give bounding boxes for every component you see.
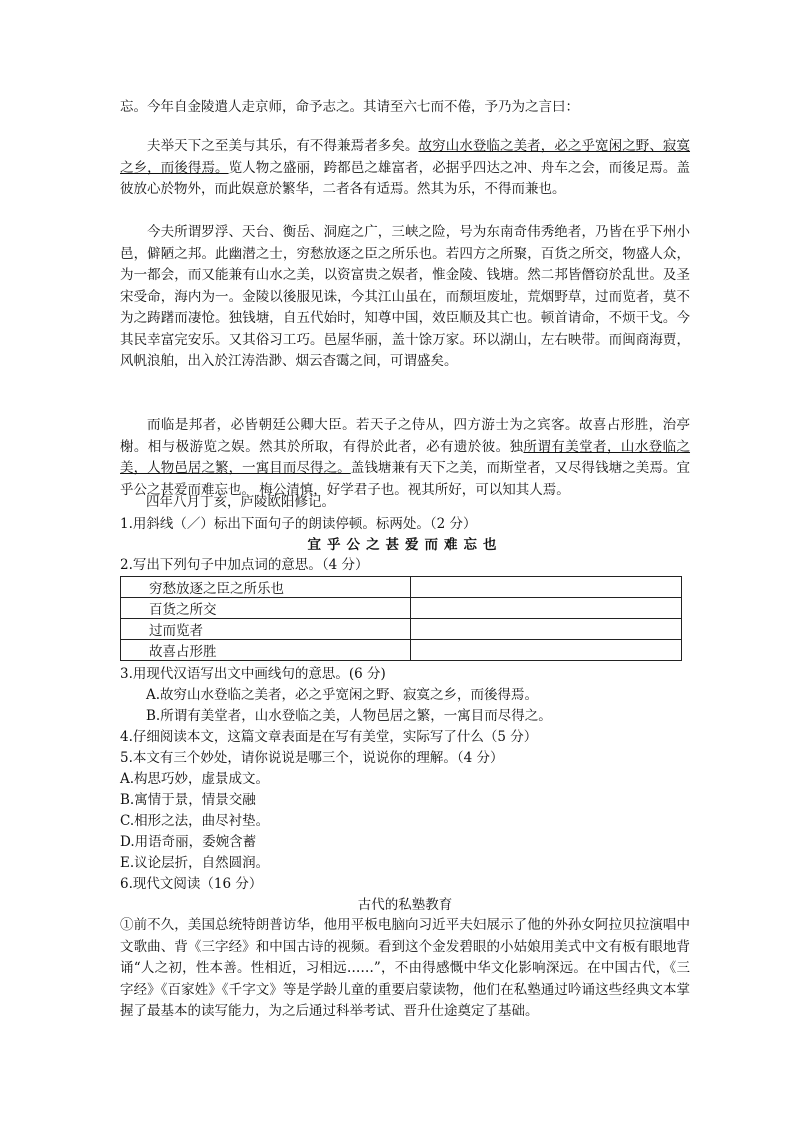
- reading-paragraph-1: ①前不久，美国总统特朗普访华，他用平板电脑向习近平夫妇展示了他的外孙女阿拉贝拉演唱中文歌曲、背《三字经》和中国古诗的视频。看到这个金发碧眼的小姑娘用美式中文有板有眼地背诵“人之初，性本善。性相近，习相远……”，不由得感慨中华文化影响深远。在中国古代，《三字经》《百家姓》《千字文》等是学龄儿童的重要启蒙读物，他们在私塾通过吟诵这些经典文本掌握了最基本的读写能力，为之后通过科举考试、晋升仕途奠定了基础。: [120, 917, 690, 1019]
- answer-cell[interactable]: [411, 598, 682, 619]
- answer-cell[interactable]: [411, 640, 682, 661]
- passage-paragraph-3: 而临是邦者，必皆朝廷公卿大臣。若天子之侍从，四方游士为之宾客。故喜占形胜，治亭榭。相与极游览之娱。然其於所取，有得於此者，必有遗於彼。独所谓有美堂者，山水登临之美，人物邑居之繁，一寓目而尽得之。盖钱塘兼有天下之美，而斯堂者，又尽得钱塘之美焉。宜乎公之甚爱而难忘也。 梅公清慎，好学君子也。视其所好，可以知其人焉。: [120, 417, 691, 498]
- underlined-sentence-b: 所谓有美堂者，山水登临之美，人物邑居之繁，一寓目而尽得之。: [120, 438, 691, 476]
- table-row: 故喜占形胜: [121, 640, 682, 661]
- question-5-option: E.议论层折，自然圆润。: [120, 855, 270, 871]
- question-5-option: D.用语奇丽，委婉含蓄: [120, 834, 257, 850]
- question-5-option: C.相形之法，曲尽衬垫。: [120, 813, 270, 829]
- question-1-sentence: 宜乎公之甚爱而难忘也: [307, 537, 503, 553]
- question-3-label: 3.用现代汉语写出文中画线句的意思。(6 分): [120, 666, 386, 682]
- question-5-option: A.构思巧妙，虚景成文。: [120, 771, 270, 787]
- table-row: 穷愁放逐之臣之所乐也: [121, 577, 682, 598]
- question-1-label: 1.用斜线（／）标出下面句子的朗读停顿。标两处。（2 分）: [120, 516, 477, 532]
- question-6-label: 6.现代文阅读（16 分）: [120, 876, 263, 892]
- question-3-option-b: B.所谓有美堂者，山水登临之美，人物邑居之繁，一寓目而尽得之。: [146, 708, 552, 724]
- passage-paragraph-1: 夫举天下之至美与其乐，有不得兼焉者多矣。故穷山水登临之美者，必之乎宽闲之野、寂寞之乡，而後得焉。览人物之盛丽，跨都邑之雄富者，必据乎四达之冲、舟车之会，而後足焉。盖彼放心於物外，而此娱意於繁华，二者各有适焉。然其为乐，不得而兼也。: [120, 138, 691, 197]
- table-row: 过而览者: [121, 619, 682, 640]
- answer-cell[interactable]: [411, 577, 682, 598]
- question-5-option: B.寓情于景，情景交融: [120, 792, 256, 808]
- reading-title: 古代的私塾教育: [357, 897, 453, 913]
- question-5-label: 5.本文有三个妙处，请你说说是哪三个，说说你的理解。（4 分）: [120, 750, 504, 766]
- question-4-label: 4.仔细阅读本文，这篇文章表面是在写有美堂，实际写了什么（5 分）: [120, 729, 538, 745]
- table-row: 百货之所交: [121, 598, 682, 619]
- passage-paragraph-2: 今夫所谓罗浮、天台、衡岳、洞庭之广，三峡之险，号为东南奇伟秀绝者，乃皆在乎下州小邑，僻陋之邦。此幽潜之士，穷愁放逐之臣之所乐也。若四方之所聚，百货之所交，物盛人众，为一都会，而又能兼有山水之美，以资富贵之娱者，惟金陵、钱塘。然二邦皆僭窃於乱世。及圣宋受命，海内为一。金陵以後服见诛，今其江山虽在，而颓垣废址，荒烟野草，过而览者，莫不为之踌躇而凄怆。独钱塘，自五代始时，知尊中国，效臣顺及其亡也。顿首请命，不烦干戈。今其民幸富完安乐。又其俗习工巧。邑屋华丽，盖十馀万家。环以湖山，左右映带。而闽商海贾，风帆浪舶，出入於江涛浩渺、烟云杳霭之间，可谓盛矣。: [120, 224, 690, 369]
- question-2-label: 2.写出下列句子中加点词的意思。（4 分）: [120, 557, 369, 573]
- answer-cell[interactable]: [411, 619, 682, 640]
- question-3-option-a: A.故穷山水登临之美者，必之乎宽闲之野、寂寞之乡，而後得焉。: [146, 687, 539, 703]
- signature: 四年八月丁亥，庐陵欧阳修记。: [146, 494, 335, 510]
- intro-line: 忘。今年自金陵遣人走京师，命予志之。其请至六七而不倦，予乃为之言曰：: [120, 99, 579, 115]
- underlined-sentence-a: 故穷山水登临之美者，必之乎宽闲之野、寂寞之乡，而後得焉。: [120, 138, 691, 176]
- question-2-table: [120, 576, 682, 661]
